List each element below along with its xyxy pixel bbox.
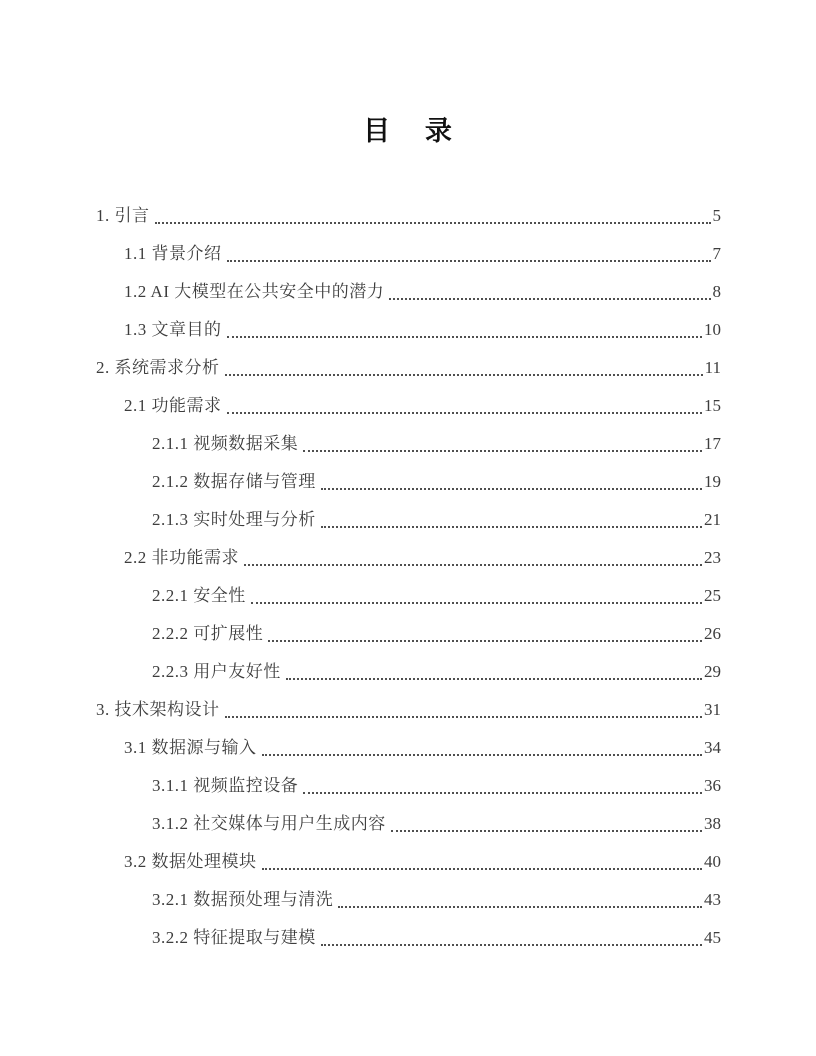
toc-entry-page: 25 [704,586,721,606]
dot-leader [338,906,702,908]
dot-leader [286,678,702,680]
toc-entry-label: 1.2 AI 大模型在公共安全中的潜力 [124,282,385,302]
dot-leader [227,260,711,262]
toc-entry-label: 1.1 背景介绍 [124,244,222,264]
toc-entry[interactable] [96,727,721,765]
toc-entry[interactable] [96,309,721,347]
dot-leader [262,754,703,756]
toc-entry[interactable] [96,385,721,423]
toc-entry[interactable] [96,271,721,309]
dot-leader [227,412,703,414]
toc-entry-label: 2.1 功能需求 [124,396,222,416]
toc-entry-page: 17 [704,434,721,454]
toc-entry[interactable] [96,879,721,917]
dot-leader [225,716,703,718]
toc-entry[interactable] [96,423,721,461]
toc-entry[interactable] [96,347,721,385]
toc-entry-page: 10 [704,320,721,340]
dot-leader [155,222,711,224]
dot-leader [262,868,703,870]
toc-entry-page: 38 [704,814,721,834]
toc-entry-label: 2.2 非功能需求 [124,548,239,568]
toc-entry-label: 3.1 数据源与输入 [124,738,257,758]
toc-entry-label: 2.1.1 视频数据采集 [152,434,299,454]
toc-entry-label: 3.2 数据处理模块 [124,852,257,872]
dot-leader [225,374,703,376]
toc-entry-page: 34 [704,738,721,758]
toc-entry[interactable] [96,461,721,499]
toc-entry-label: 2.1.3 实时处理与分析 [152,510,316,530]
toc-entry-page: 40 [704,852,721,872]
toc-entry[interactable] [96,651,721,689]
toc-entry[interactable] [96,233,721,271]
toc-entry[interactable] [96,575,721,613]
toc-entry-label: 2.2.1 安全性 [152,586,246,606]
toc-entry-page: 26 [704,624,721,644]
toc-entry-page: 19 [704,472,721,492]
dot-leader [321,944,702,946]
toc-title: 目 录 [363,116,453,146]
toc-entry-label: 2.1.2 数据存储与管理 [152,472,316,492]
toc-entry-page: 43 [704,890,721,910]
dot-leader [251,602,702,604]
toc-entry-page: 36 [704,776,721,796]
dot-leader [244,564,702,566]
toc-entry-label: 2.2.2 可扩展性 [152,624,264,644]
toc-entry-page: 23 [704,548,721,568]
toc-entry-label: 2. 系统需求分析 [96,358,220,378]
toc-entry[interactable] [96,917,721,955]
toc-entry-label: 3. 技术架构设计 [96,700,220,720]
dot-leader [303,450,702,452]
toc-entry-page: 8 [712,282,721,302]
toc-entry[interactable] [96,841,721,879]
toc-entry[interactable] [96,537,721,575]
toc-entry-label: 3.2.2 特征提取与建模 [152,928,316,948]
toc-entry-label: 1. 引言 [96,206,150,226]
dot-leader [321,488,702,490]
toc-entry-page: 7 [712,244,721,264]
toc-entry[interactable] [96,765,721,803]
dot-leader [268,640,702,642]
toc-entry-label: 1.3 文章目的 [124,320,222,340]
toc-entry[interactable] [96,613,721,651]
dot-leader [389,298,710,300]
toc-entry-label: 2.2.3 用户友好性 [152,662,281,682]
toc-entry-page: 45 [704,928,721,948]
toc-entry-page: 15 [704,396,721,416]
dot-leader [321,526,702,528]
toc-entry-page: 11 [704,358,721,378]
dot-leader [391,830,702,832]
toc-list [96,195,721,955]
toc-entry[interactable] [96,689,721,727]
toc-entry-label: 3.1.2 社交媒体与用户生成内容 [152,814,386,834]
toc-entry-page: 21 [704,510,721,530]
toc-entry-page: 31 [704,700,721,720]
toc-entry-label: 3.1.1 视频监控设备 [152,776,299,796]
dot-leader [303,792,702,794]
toc-entry[interactable] [96,195,721,233]
toc-entry[interactable] [96,803,721,841]
dot-leader [227,336,703,338]
toc-entry-label: 3.2.1 数据预处理与清洗 [152,890,334,910]
toc-entry[interactable] [96,499,721,537]
toc-entry-page: 29 [704,662,721,682]
toc-entry-page: 5 [712,206,721,226]
